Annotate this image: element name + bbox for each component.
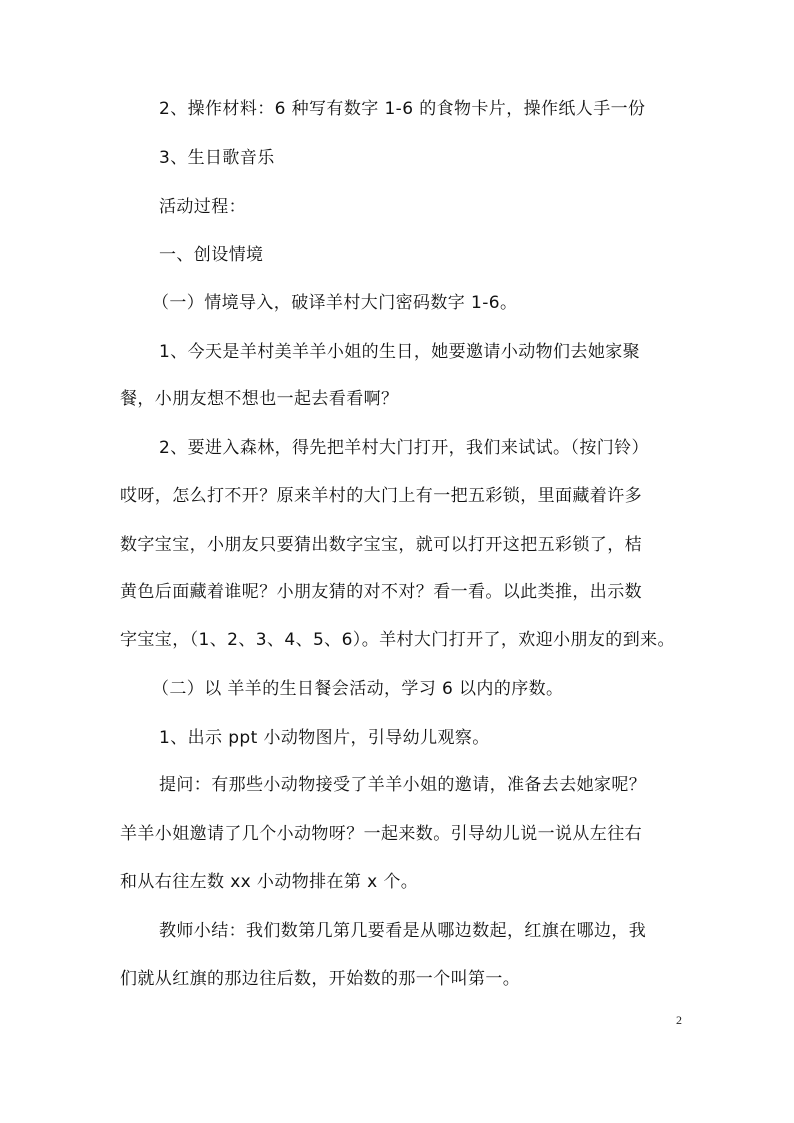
subsection-heading-2: （二）以 羊羊的生日餐会活动，学习 6 以内的序数。 (152, 679, 564, 699)
paragraph-line: 黄色后面藏着谁呢？小朋友猜的对不对？看一看。以此类推，出示数 (120, 582, 642, 602)
page-number: 2 (676, 1013, 682, 1027)
paragraph-line: 教师小结：我们数第几第几要看是从哪边数起，红旗在哪边，我 (159, 921, 647, 941)
paragraph-line: 字宝宝，（1、2、3、4、5、6）。羊村大门打开了，欢迎小朋友的到来。 (120, 630, 675, 650)
paragraph-line: 2、要进入森林，得先把羊村大门打开，我们来试试。（按门铃） (159, 438, 649, 458)
paragraph-line: 羊羊小姐邀请了几个小动物呀？一起来数。引导幼儿说一说从左往右 (120, 824, 642, 844)
paragraph-line: 提问：有那些小动物接受了羊羊小姐的邀请，准备去去她家呢？ (159, 775, 647, 795)
section-heading-1: 一、创设情境 (159, 245, 264, 265)
paragraph-line: 1、今天是羊村美羊羊小姐的生日，她要邀请小动物们去她家聚 (159, 342, 641, 362)
paragraph-line: 们就从红旗的那边往后数，开始数的那一个叫第一。 (120, 969, 521, 989)
paragraph-line: 餐，小朋友想不想也一起去看看啊？ (120, 389, 399, 409)
paragraph-line: 数字宝宝，小朋友只要猜出数字宝宝，就可以打开这把五彩锁了，桔 (120, 535, 642, 555)
activity-process-heading: 活动过程： (159, 197, 246, 217)
paragraph-line: 1、出示 ppt 小动物图片，引导幼儿观察。 (159, 728, 490, 748)
materials-item-2: 2、操作材料：6 种写有数字 1-6 的食物卡片，操作纸人手一份 (159, 99, 646, 119)
paragraph-line: 哎呀，怎么打不开？原来羊村的大门上有一把五彩锁，里面藏着许多 (120, 486, 642, 506)
subsection-heading-1: （一）情境导入，破译羊村大门密码数字 1-6。 (152, 293, 518, 313)
paragraph-line: 和从右往左数 xx 小动物排在第 x 个。 (120, 872, 419, 892)
materials-item-3: 3、生日歌音乐 (159, 148, 275, 168)
